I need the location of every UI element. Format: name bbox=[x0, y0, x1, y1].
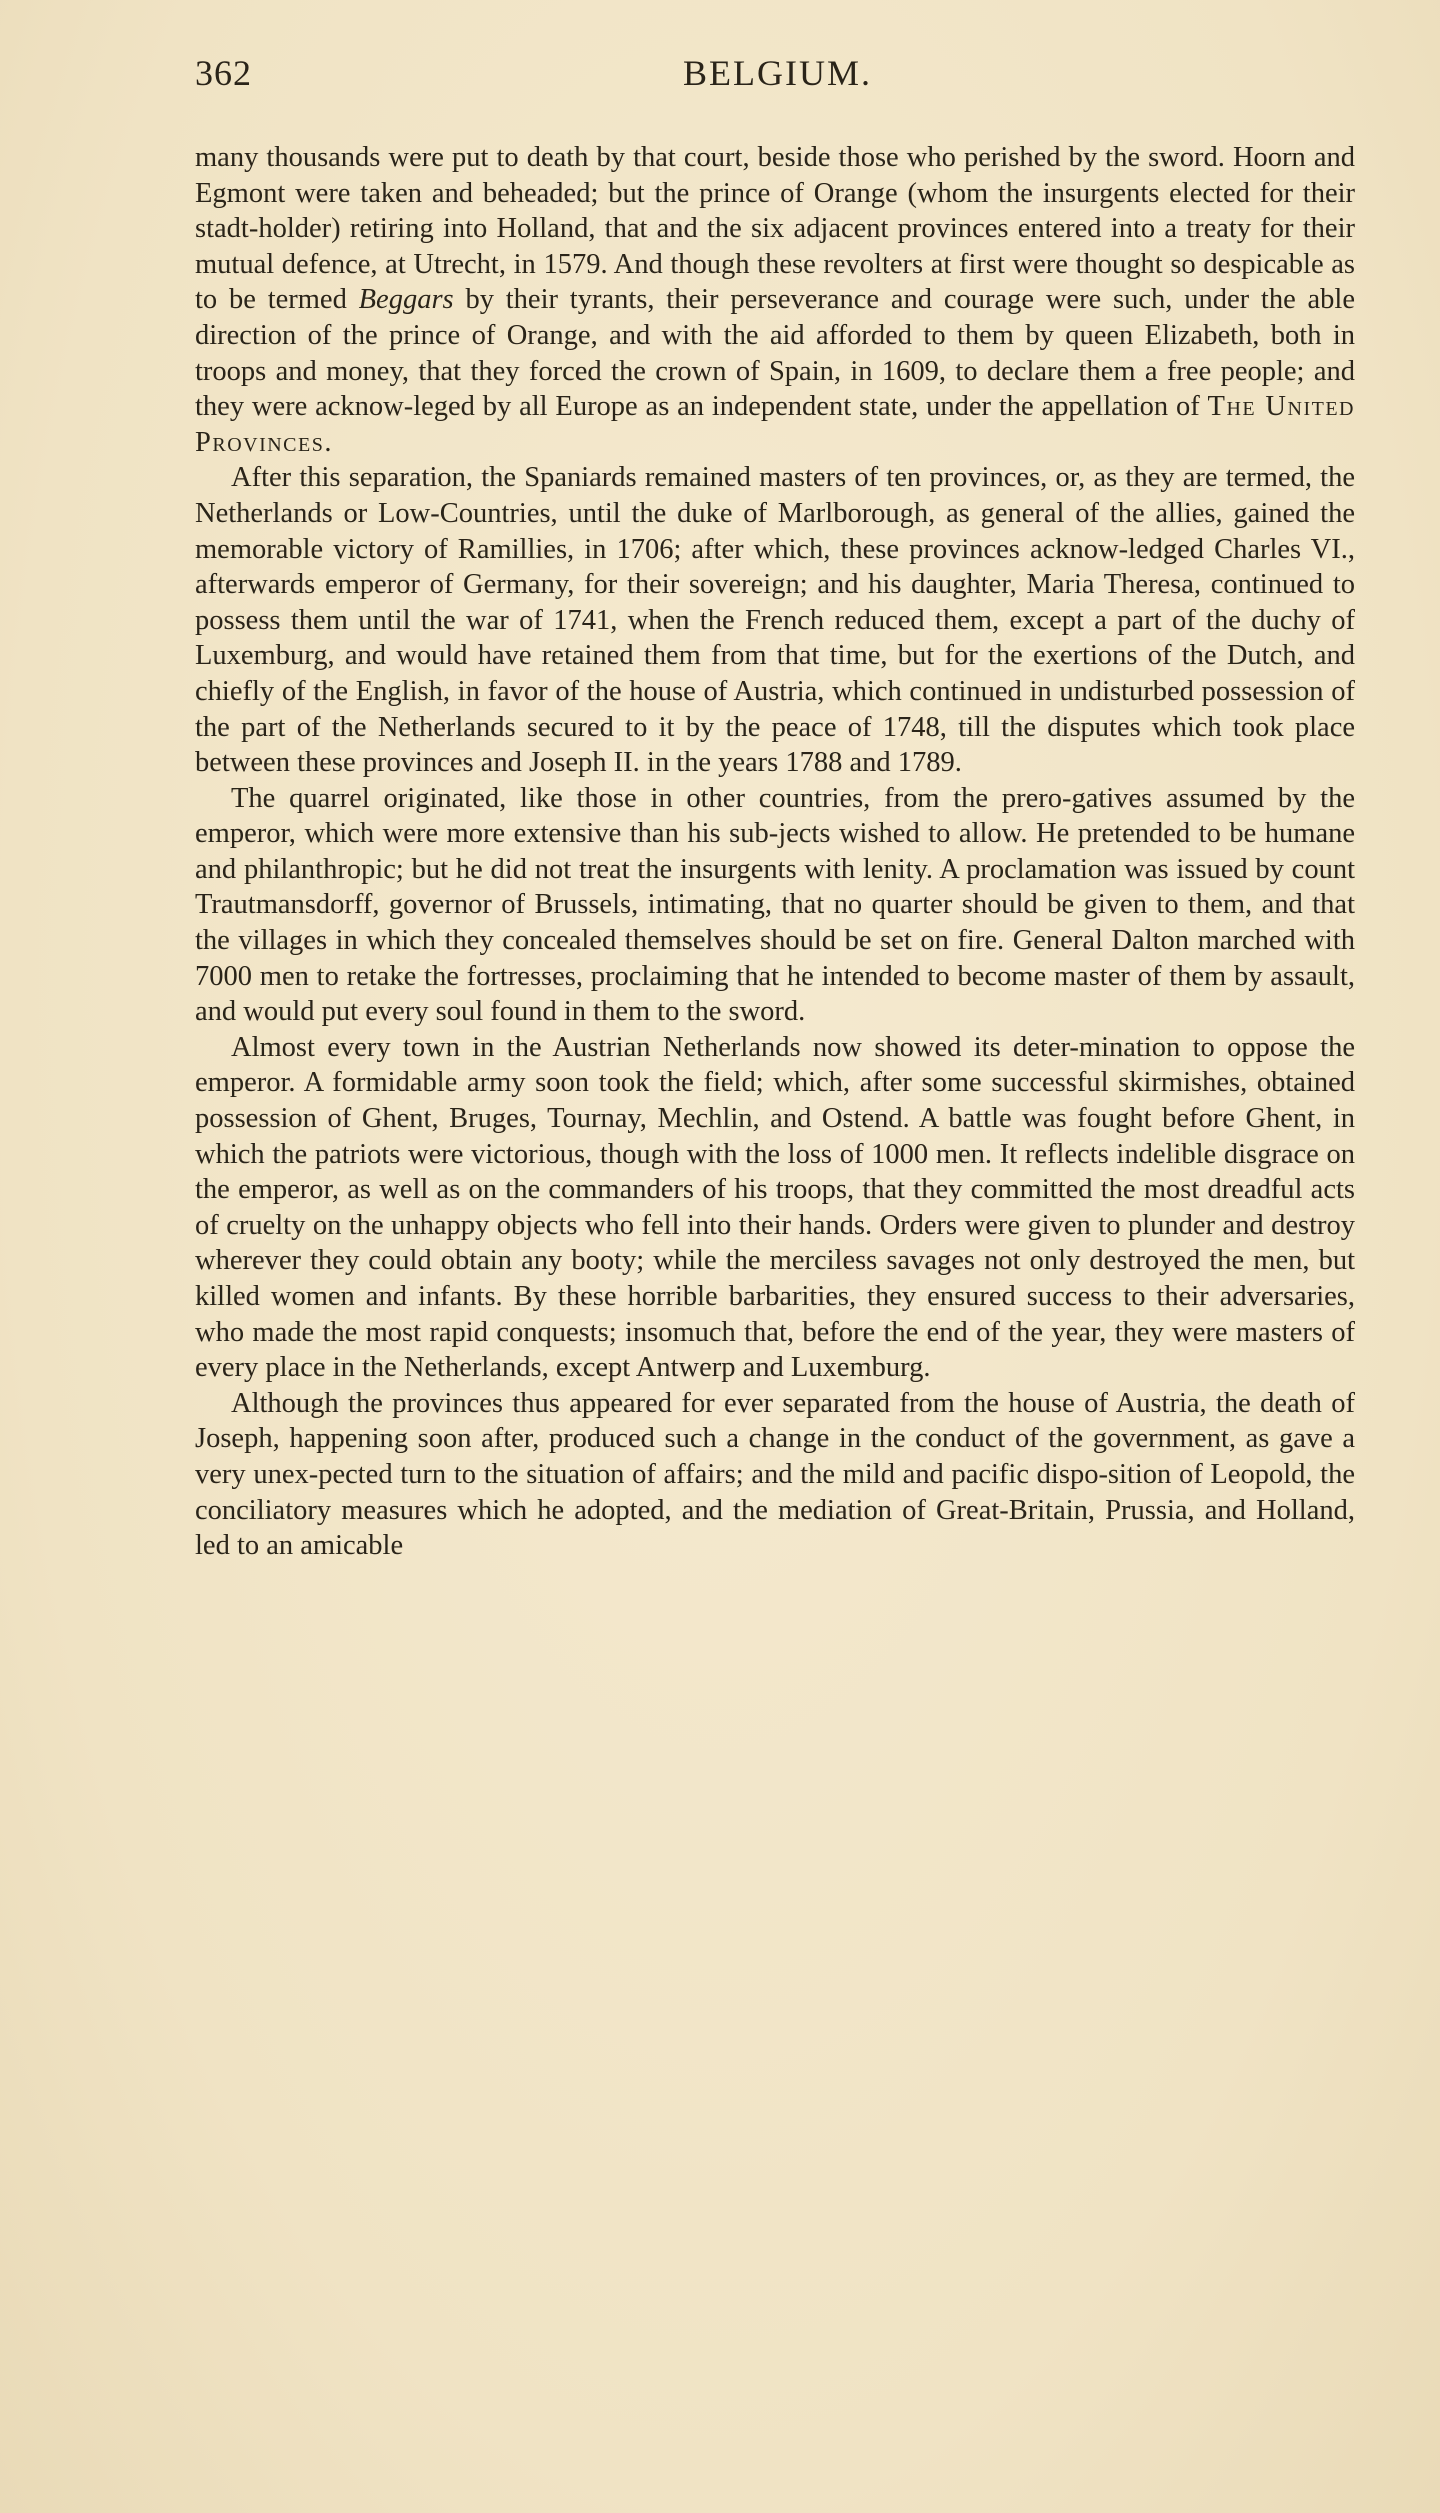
page-header bbox=[195, 52, 1355, 112]
paragraph-1-text-b: by their tyrants, their perseverance and courage were such, under the able direction of the prince of Orange, and with the aid afforded to them by queen Elizabeth, both in troops and money, that they forced the crown of Spain, in 1609, to declare them a free people; and they were acknow-leged by all Europe as an independent state, under the appellation of bbox=[195, 284, 1355, 423]
body-text bbox=[195, 140, 1355, 1564]
paragraph-3: The quarrel originated, like those in other countries, from the prero-gatives assumed by the emperor, which were more extensive than his sub-jects wished to allow. He pretended to be humane and philanthropic; but he did not treat the insurgents with lenity. A proclamation was issued by count Trautmansdorff, governor of Brussels, intimating, that no quarter should be given to them, and that the villages in which they concealed themselves should be set on fire. General Dalton marched with 7000 men to retake the fortresses, proclaiming that he intended to become master of them by assault, and would put every soul found in them to the sword. bbox=[195, 782, 1355, 1028]
paragraph-1 bbox=[195, 140, 1355, 460]
paragraph-1-text-c: . bbox=[324, 426, 332, 458]
small-caps-united-provinces: The United Provinces bbox=[195, 391, 1355, 458]
page-number: 362 bbox=[195, 53, 252, 93]
running-head: BELGIUM. bbox=[683, 53, 872, 93]
paragraph-4: Almost every town in the Austrian Netherlands now showed its deter-mination to oppose the emperor. A formidable army soon took the field; which, after some successful skirmishes, obtained possession of Ghent, Bruges, Tournay, Mechlin, and Ostend. A battle was fought before Ghent, in which the patriots were victorious, though with the loss of 1000 men. It reflects indelible disgrace on the emperor, as well as on the commanders of his troops, that they committed the most dreadful acts of cruelty on the unhappy objects who fell into their hands. Orders were given to plunder and destroy wherever they could obtain any booty; while the merciless savages not only destroyed the men, but killed women and infants. By these horrible barbarities, they ensured success to their adversaries, who made the most rapid conquests; insomuch that, before the end of the year, they were masters of every place in the Netherlands, except Antwerp and Luxemburg. bbox=[195, 1031, 1355, 1384]
paragraph-1-text-a: many thousands were put to death by that court, beside those who perished by the sword. Hoorn and Egmont were taken and beheaded; but the prince of Orange (whom the insurgents elected for their stadt-holder) retiring into Holland, that and the six adjacent provinces entered into a treaty for their mutual defence, at Utrecht, in 1579. And though these revolters at first were thought so despicable as to be termed bbox=[195, 142, 1355, 316]
paragraph-5: Although the provinces thus appeared for ever separated from the house of Austria, the death of Joseph, happening soon after, produced such a change in the conduct of the government, as gave a very unex-pected turn to the situation of affairs; and the mild and pacific dispo-sition of Leopold, the conciliatory measures which he adopted, and the mediation of Great-Britain, Prussia, and Holland, led to an amicable bbox=[195, 1387, 1355, 1562]
paragraph-2: After this separation, the Spaniards remained masters of ten provinces, or, as they are termed, the Netherlands or Low-Countries, until the duke of Marlborough, as general of the allies, gained the memorable victory of Ramillies, in 1706; after which, these provinces acknow-ledged Charles VI., afterwards emperor of Germany, for their sovereign; and his daughter, Maria Theresa, continued to possess them until the war of 1741, when the French reduced them, except a part of the duchy of Luxemburg, and would have retained them from that time, but for the exertions of the Dutch, and chiefly of the English, in favor of the house of Austria, which continued in undisturbed possession of the part of the Netherlands secured to it by the peace of 1748, till the disputes which took place between these provinces and Joseph II. in the years 1788 and 1789. bbox=[195, 462, 1355, 779]
italic-term-beggars: Beggars bbox=[358, 284, 454, 316]
